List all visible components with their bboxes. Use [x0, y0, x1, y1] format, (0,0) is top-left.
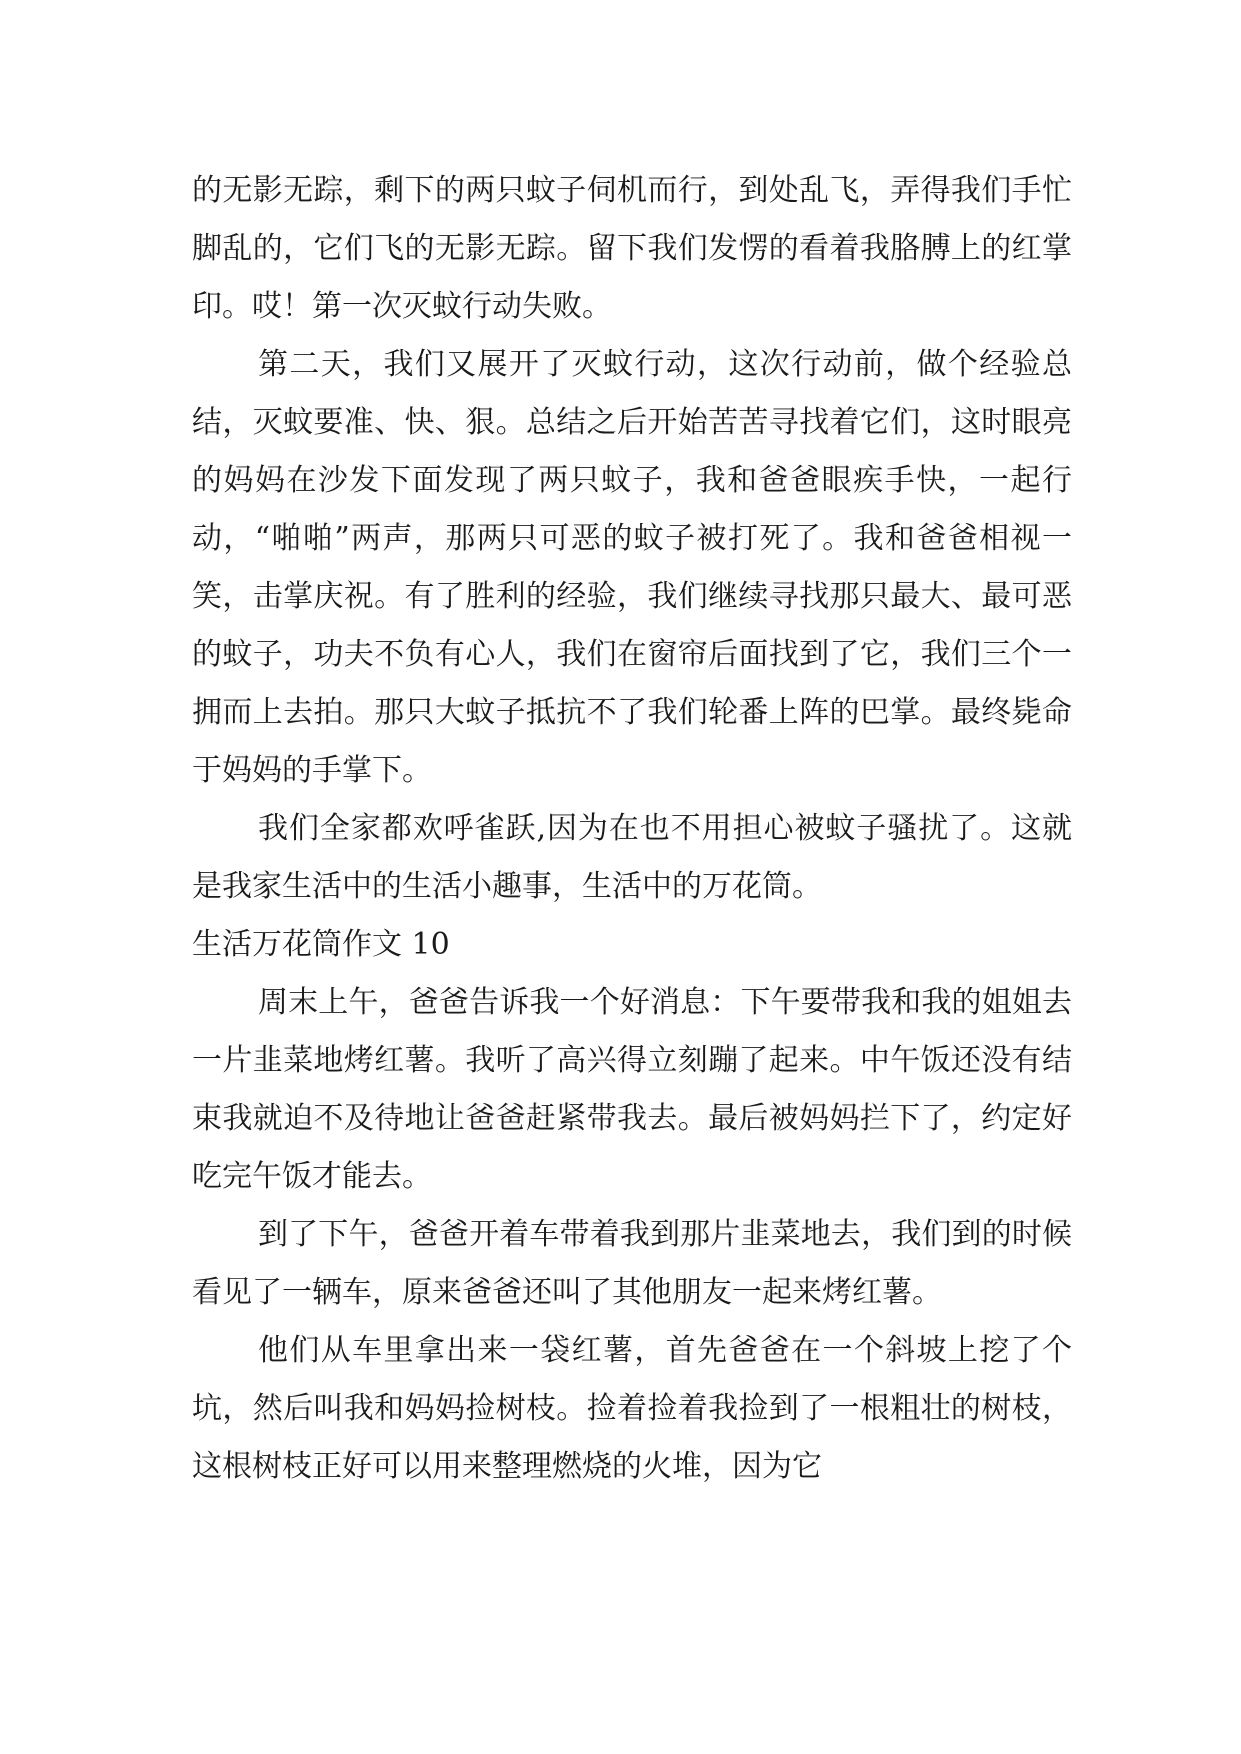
document-body	[192, 162, 1072, 1496]
paragraph-celebration: 我们全家都欢呼雀跃,因为在也不用担心被蚊子骚扰了。这就是我家生活中的生活小趣事，生活中的万花筒。	[192, 811, 1072, 904]
paragraph-mosquito-hunt: 第二天，我们又展开了灭蚊行动，这次行动前，做个经验总结，灭蚊要准、快、狠。总结之后开始苦苦寻找着它们，这时眼亮的妈妈在沙发下面发现了两只蚊子，我和爸爸眼疾手快，一起行动，“啪啪”两声，那两只可恶的蚊子被打死了。我和爸爸相视一笑，击掌庆祝。有了胜利的经验，我们继续寻找那只最大、最可恶的蚊子，功夫不负有心人，我们在窗帘后面找到了它，我们三个一拥而上去拍。那只大蚊子抵抗不了我们轮番上阵的巴掌。最终毙命于妈妈的手掌下。	[192, 347, 1072, 788]
paragraph-continuation: 的无影无踪，剩下的两只蚊子伺机而行，到处乱飞，弄得我们手忙脚乱的，它们飞的无影无踪。留下我们发愣的看着我胳膊上的红掌印。哎！第一次灭蚊行动失败。	[192, 173, 1072, 324]
paragraph-weekend-news: 周末上午，爸爸告诉我一个好消息：下午要带我和我的姐姐去一片韭菜地烤红薯。我听了高兴得立刻蹦了起来。中午饭还没有结束我就迫不及待地让爸爸赶紧带我去。最后被妈妈拦下了，约定好吃完午饭才能去。	[192, 985, 1072, 1194]
section-title: 生活万花筒作文 10	[192, 927, 450, 962]
paragraph-afternoon-trip: 到了下午，爸爸开着车带着我到那片韭菜地去，我们到的时候看见了一辆车，原来爸爸还叫了其他朋友一起来烤红薯。	[192, 1217, 1072, 1310]
paragraph-gathering-branches: 他们从车里拿出来一袋红薯，首先爸爸在一个斜坡上挖了个坑，然后叫我和妈妈捡树枝。捡着捡着我捡到了一根粗壮的树枝，这根树枝正好可以用来整理燃烧的火堆，因为它	[192, 1333, 1072, 1484]
